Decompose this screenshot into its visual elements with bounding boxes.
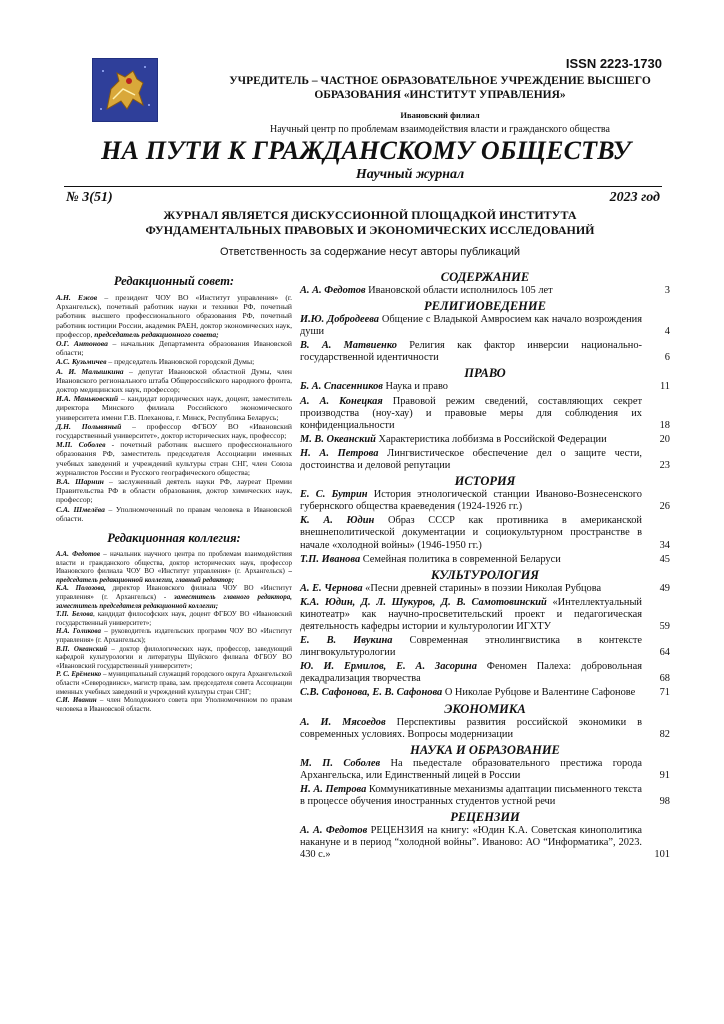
- toc-entry[interactable]: [300, 661, 670, 685]
- member-description: – член Молодежного совета при Уполномоченном по правам человека в Ивановской области.: [56, 696, 292, 713]
- toc-entry[interactable]: [300, 635, 670, 659]
- toc-entry-text: [300, 285, 648, 297]
- member-name: Д.Н. Полывяный: [56, 421, 122, 431]
- council-member: [56, 440, 292, 477]
- member-name: К.А. Полозова,: [56, 584, 106, 593]
- member-description: – президент ЧОУ ВО «Институт управления» (г. Архангельск), почетный работник науки и техники РФ, почетный работник высшего профессионального образования РФ, почетный работник юстиции России, академик РАЕН, доктор экономических наук, профессор,: [56, 293, 293, 339]
- member-name: Н.А. Голикова: [56, 627, 101, 636]
- journal-title: НА ПУТИ К ГРАЖДАНСКОМУ ОБЩЕСТВУ: [101, 136, 631, 165]
- toc-title: Феномен Палеха: добровольная декадрализация творчества: [300, 661, 642, 685]
- council-member: [56, 505, 292, 523]
- toc-entry-text: [300, 448, 648, 472]
- toc-author: И.Ю. Добродеева: [300, 314, 380, 326]
- toc-entry[interactable]: [300, 784, 670, 808]
- council-member: [56, 422, 292, 440]
- member-description: директор Ивановского филиала ЧОУ ВО «Институт управления» (г. Архангельск) -: [56, 584, 292, 602]
- council-member: [56, 357, 292, 366]
- toc-page-number: 91: [659, 769, 670, 781]
- editorial-column: [56, 268, 292, 713]
- toc-entry[interactable]: [300, 687, 670, 699]
- toc-page-number: 11: [659, 381, 670, 393]
- council-heading: Редакционный совет:: [113, 274, 235, 288]
- branch: Ивановский филиал: [400, 110, 480, 120]
- toc-entry[interactable]: [300, 597, 670, 633]
- toc-author: А. А. Федотов: [300, 825, 368, 837]
- toc-title: «Интеллектуальный кинотеатр» как научно-просветительский проект и педагогическая деятельность кафедры истории и культурологии ИГХТУ: [300, 596, 642, 632]
- journal-subtitle: Научный журнал: [355, 167, 465, 182]
- toc-section-heading: ЭКОНОМИКА: [444, 701, 526, 716]
- member-name: Т.П. Белова: [56, 610, 93, 619]
- toc-author: С.В. Сафонова, Е. В. Сафонова: [300, 687, 443, 699]
- toc-title: О Николае Рубцове и Валентине Сафонове: [442, 687, 636, 699]
- toc-entry[interactable]: [300, 314, 670, 338]
- issue-number: № 3(51): [66, 190, 113, 205]
- toc-entry-text: [300, 381, 648, 393]
- toc-page-number: 20: [659, 433, 670, 445]
- toc-entry[interactable]: [300, 396, 670, 432]
- toc-list: [300, 285, 670, 861]
- toc-entry-text: [300, 661, 648, 685]
- toc-page-number: 34: [659, 539, 670, 551]
- member-role: председатель редакционного совета;: [94, 329, 219, 339]
- toc-entry-text: [300, 635, 648, 659]
- member-description: – начальник Департамента образования Ивановской области;: [56, 339, 293, 358]
- toc-page-number: 4: [664, 326, 670, 338]
- toc-author: Ю. И. Ермилов, Е. А. Засорина: [300, 661, 477, 673]
- council-member: [56, 293, 292, 339]
- toc-entry-text: [300, 784, 648, 808]
- toc-title: Образ СССР как противника в американской внешнеполитической документации и социокультурном пространстве в начале «холодной войны» (1946-1950 гг.): [300, 515, 642, 551]
- toc-title: РЕЦЕНЗИЯ на книгу: «Юдин К.А. Советская кинополитика накануне и в период “холодной войны”. Иваново: АО “Информатика”, 2023. 430 с.»: [300, 825, 643, 861]
- toc-entry[interactable]: [300, 489, 670, 513]
- toc-title: Лингвистическое обеспечение дел о защите чести, достоинства и деловой репутации: [300, 447, 642, 472]
- toc-title: История этнологической станции Иваново-Вознесенского губернского общества краеведения (1924-1926 гг.): [300, 489, 643, 513]
- contents-column: [300, 268, 670, 863]
- toc-title: Наука и право: [382, 381, 448, 393]
- council-member: [56, 367, 292, 395]
- collegium-member: [56, 670, 292, 696]
- member-description: – председатель Ивановской городской Думы;: [106, 357, 255, 367]
- member-description: – руководитель издательских программ ЧОУ ВО «Институт управления» (г. Архангельск);: [56, 627, 292, 645]
- member-description: , кандидат философских наук, доцент ФГБОУ ВО «Ивановский государственный университет»;: [56, 610, 292, 627]
- toc-section-heading: РЕЛИГИОВЕДЕНИЕ: [424, 299, 546, 314]
- toc-entry-text: [300, 583, 648, 595]
- member-description: – профессор ФГБОУ ВО «Ивановский государственный университет», доктор исторических наук, профессор;: [56, 421, 292, 441]
- member-description: – Уполномоченный по правам человека в Ивановской области.: [56, 504, 292, 523]
- member-name: И.А. Маньковский: [56, 394, 119, 404]
- member-description: – депутат Ивановской областной Думы, член Ивановского регионального штаба Общероссийского народного фронта, доктор медицинских наук, профессор;: [56, 366, 292, 395]
- toc-title: Общение с Владыкой Амвросием как начало возрождения души: [300, 314, 643, 338]
- toc-author: Е. В. Ивукина: [300, 635, 393, 647]
- collegium-member: [56, 610, 292, 627]
- toc-page-number: 3: [664, 285, 670, 296]
- founder: УЧРЕДИТЕЛЬ – ЧАСТНОЕ ОБРАЗОВАТЕЛЬНОЕ УЧРЕЖДЕНИЕ ВЫСШЕГО ОБРАЗОВАНИЯ «ИНСТИТУТ УПРАВЛЕНИЯ»: [229, 75, 651, 101]
- issn: ISSN 2223-1730: [565, 56, 662, 71]
- toc-entry[interactable]: [300, 515, 670, 551]
- member-name: А.С. Кузьмичев: [56, 357, 107, 367]
- council-list: [56, 293, 292, 523]
- member-name: С.А. Шмелёва: [56, 504, 105, 514]
- toc-entry-text: [300, 758, 648, 782]
- toc-title: На пьедестале образовательного престижа города Архангельска, или Единственный лицей в России: [300, 757, 642, 781]
- collegium-member: [56, 627, 292, 644]
- toc-author: Н. А. Петрова: [300, 783, 367, 795]
- council-member: [56, 339, 292, 357]
- toc-page-number: 64: [659, 647, 670, 659]
- council-member: [56, 477, 292, 505]
- toc-section-heading: НАУКА И ОБРАЗОВАНИЕ: [410, 742, 560, 757]
- toc-section-heading: ПРАВО: [464, 366, 506, 381]
- collegium-member: [56, 645, 292, 671]
- member-name: О.Г. Антонова: [56, 339, 108, 349]
- toc-page-number: 6: [664, 352, 670, 364]
- toc-entry[interactable]: [300, 434, 670, 446]
- toc-author: Б. А. Спасенников: [300, 381, 383, 393]
- toc-page-number: 59: [659, 620, 670, 632]
- toc-entry[interactable]: [300, 381, 670, 393]
- member-description: – кандидат юридических наук, доцент, заместитель директора Минского филиала Российского экономического университета имени Г.В. Плеханова, г. Минск, Республика Беларусь;: [56, 394, 292, 422]
- toc-title: Семейная политика в современной Беларуси: [360, 553, 561, 565]
- toc-entry-text: [300, 340, 648, 364]
- member-description: – начальник научного центра по проблемам взаимодействия власти и гражданского общества, доктор исторических наук, профессор Ивановского филиала ЧОУ ВО «Институт управления» (г. Архангельск): [56, 550, 292, 576]
- toc-page-number: 68: [659, 673, 670, 685]
- toc-author: Е. С. Бутрин: [300, 489, 368, 501]
- toc-entry[interactable]: [300, 448, 670, 472]
- toc-author: М. В. Океанский: [300, 433, 376, 445]
- toc-section-heading: КУЛЬТУРОЛОГИЯ: [430, 567, 540, 582]
- member-description: – заслуженный деятель науки РФ, лауреат Премии Правительства РФ в области образования, доктор химических наук, профессор;: [56, 477, 292, 505]
- toc-entry-text: [300, 717, 648, 741]
- toc-entry-text: [300, 489, 648, 513]
- toc-page-number: 23: [659, 460, 670, 472]
- member-description: – доктор филологических наук, профессор, заведующий кафедрой культурологии и литературы Шуйского филиала ФГБОУ ВО «Ивановский государственный университет»;: [56, 644, 292, 670]
- toc-author: К.А. Юдин, Д. Л. Шукуров, Д. В. Самотовинский: [300, 596, 547, 608]
- toc-page-number: 101: [654, 849, 670, 861]
- collegium-member: [56, 550, 292, 584]
- member-description: - почетный работник высшего профессионального образования РФ, заместитель председателя Ассоциации именных учебных заведений и учреждений культуры стран СНГ, член Союза журналистов России и Русского географического общества;: [56, 440, 292, 477]
- collegium-list: [56, 550, 292, 713]
- toc-heading: СОДЕРЖАНИЕ: [440, 270, 530, 284]
- collegium-heading: Редакционная коллегия:: [107, 531, 241, 546]
- toc-author: А. А. Федотов: [300, 285, 366, 296]
- member-name: Р. С. Ерёменко: [56, 670, 102, 679]
- title-rule: [64, 186, 662, 187]
- toc-entry-text: [300, 597, 648, 633]
- member-name: В.А. Шарнин: [56, 477, 104, 487]
- platform-statement: ЖУРНАЛ ЯВЛЯЕТСЯ ДИСКУССИОННОЙ ПЛОЩАДКОЙ ИНСТИТУТА ФУНДАМЕНТАЛЬНЫХ ПРАВОВЫХ И ЭКОНОМИЧЕСКИХ ИССЛЕДОВАНИЙ: [145, 208, 595, 237]
- toc-title: Религия как фактор инверсии национально-государственной идентичности: [300, 340, 642, 364]
- toc-title: Перспективы развития российской экономики в современных условиях. Вопросы модернизации: [300, 716, 643, 740]
- toc-author: Т.П. Иванова: [300, 553, 361, 565]
- toc-entry[interactable]: [300, 717, 670, 741]
- toc-page-number: 71: [659, 687, 670, 699]
- toc-title: Коммуникативные механизмы адаптации письменного текста в процессе обучения иностранных студентов устной речи: [300, 783, 642, 807]
- member-name: А. И. Малышкина: [56, 366, 124, 376]
- collegium-member: [56, 584, 292, 610]
- toc-page-number: 98: [659, 796, 670, 807]
- institute-logo-icon: [92, 58, 158, 122]
- toc-page-number: 26: [659, 501, 670, 513]
- toc-author: А. И. Мясоедов: [300, 716, 386, 728]
- member-name: А.Н. Ежов: [56, 293, 98, 302]
- toc-page-number: 82: [659, 728, 670, 740]
- toc-author: Н. А. Петрова: [300, 447, 379, 459]
- research-center: Научный центр по проблемам взаимодействия власти и гражданского общества: [270, 124, 610, 135]
- toc-entry-text: [300, 825, 648, 861]
- council-member: [56, 394, 292, 422]
- toc-title: Современная этнолингвистика в контексте лингвокультурологии: [300, 635, 642, 659]
- toc-entry-text: [300, 396, 648, 432]
- responsibility-note: Ответственность за содержание несут авторы публикаций: [219, 246, 521, 258]
- toc-entry[interactable]: [300, 340, 670, 364]
- toc-entry-text: [300, 515, 648, 551]
- toc-entry[interactable]: [300, 758, 670, 782]
- toc-entry-text: [300, 434, 648, 446]
- toc-entry[interactable]: [300, 583, 670, 595]
- toc-entry[interactable]: [300, 285, 670, 297]
- toc-page-number: 49: [659, 582, 670, 594]
- toc-author: В. А. Матвиенко: [300, 340, 397, 352]
- toc-title: «Песни древней старины» в поэзии Николая Рубцова: [362, 582, 602, 594]
- toc-author: А. Е. Чернова: [300, 582, 363, 594]
- toc-section-heading: ИСТОРИЯ: [454, 474, 516, 489]
- toc-author: М. П. Соболев: [300, 757, 381, 769]
- toc-page-number: 45: [659, 553, 670, 565]
- toc-entry-text: [300, 687, 648, 699]
- member-name: В.П. Океанский: [56, 644, 108, 653]
- toc-title: Ивановской области исполнилось 105 лет: [365, 285, 553, 296]
- toc-entry-text: [300, 314, 648, 338]
- member-role: заместитель главного редактора, заместитель председателя редакционной коллегии;: [56, 593, 292, 610]
- toc-author: А. А. Конецкая: [300, 395, 383, 407]
- member-description: – муниципальный служащий городского округа Архангельской области «Северодвинск», магистр права, зам. председателя совета Ассоциации именных учебных заведений и учреждений культуры стран СНГ;: [56, 670, 292, 696]
- member-name: А.А. Федотов: [56, 550, 100, 559]
- toc-title: Характеристика лоббизма в Российской Федерации: [375, 433, 607, 445]
- toc-page-number: 18: [659, 419, 670, 431]
- toc-entry[interactable]: [300, 554, 670, 566]
- toc-section-heading: РЕЦЕНЗИИ: [450, 810, 520, 825]
- issue-year: 2023 год: [609, 190, 660, 205]
- member-role: – председатель редакционной коллегии, главный редактор;: [56, 567, 292, 584]
- member-name: С.И. Иванин: [56, 696, 97, 705]
- collegium-member: [56, 696, 292, 713]
- toc-entry[interactable]: [300, 825, 670, 861]
- toc-entry-text: [300, 554, 648, 566]
- member-name: М.П. Соболев: [56, 440, 106, 450]
- toc-title: Правовой режим сведений, составляющих секрет производства (ноу-хау) и правовые меры для соблюдения их конфиденциальности: [300, 395, 642, 431]
- toc-author: К. А. Юдин: [300, 515, 375, 527]
